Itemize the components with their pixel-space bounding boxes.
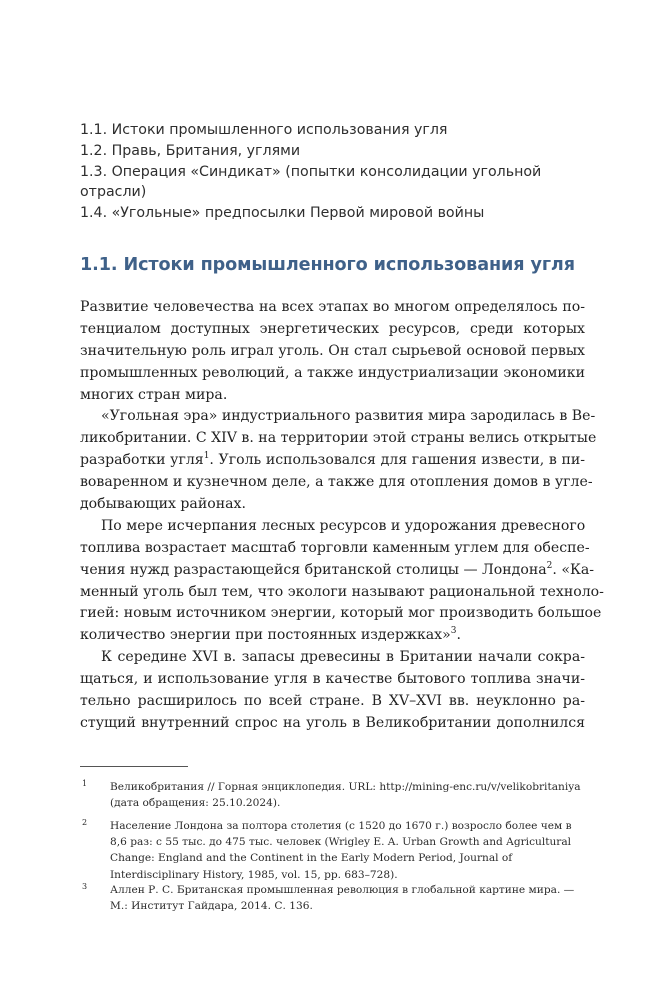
text-segment: значительную роль играл уголь. Он стал сырьевой основой первых	[80, 342, 585, 359]
footnote-number: 1	[82, 779, 88, 788]
text-line	[80, 691, 585, 713]
text-segment: тенциалом доступных энергетических ресурсов, среди которых	[80, 320, 585, 337]
text-segment: промышленных революций, а также индустриализации экономики	[80, 364, 585, 381]
text-line	[80, 713, 585, 735]
text-segment: По мере исчерпания лесных ресурсов и удорожания древесного	[101, 517, 586, 534]
toc-item: 1.2. Правь, Британия, углями	[80, 142, 301, 159]
text-line	[80, 297, 585, 319]
text-segment: .	[456, 627, 461, 644]
text-line	[80, 582, 604, 604]
footnote-number: 3	[82, 882, 88, 891]
text-segment: разработки угля	[80, 452, 204, 469]
body-text	[80, 297, 604, 735]
section-heading: 1.1. Истоки промышленного использования угля	[80, 255, 575, 275]
text-line	[80, 428, 597, 450]
toc-item: отрасли)	[80, 184, 147, 201]
text-line	[80, 625, 585, 647]
text-segment: многих стран мира.	[80, 386, 228, 403]
toc-item: 1.3. Операция «Синдикат» (попытки консолидации угольной	[80, 163, 542, 180]
footnote	[80, 779, 588, 811]
text-line	[80, 516, 585, 538]
footnote-reference[interactable]: 2	[546, 560, 553, 571]
text-segment: воваренном и кузнечном деле, а также для отопления домов в угле-	[80, 474, 593, 491]
text-segment: менный уголь был тем, что экологи называют рациональной техноло-	[80, 583, 604, 600]
text-segment: К середине XVI в. запасы древесины в Британии начали сокра-	[101, 649, 585, 666]
text-line	[80, 669, 585, 691]
text-line	[80, 560, 595, 582]
footnote-reference[interactable]: 3	[450, 626, 457, 637]
footnote-text: Аллен Р. С. Британская промышленная революция в глобальной картине мира. — М.: Институт Гайдара, 2014. С. 136.	[110, 884, 575, 913]
text-line	[80, 341, 585, 363]
text-segment: «Угольная эра» индустриального развития мира зародилась в Ве-	[101, 408, 596, 425]
text-segment: . Уголь использовался для гашения извести, в пи-	[209, 452, 585, 469]
footnote-number: 2	[82, 818, 88, 827]
text-line	[80, 363, 585, 385]
toc-item: 1.4. «Угольные» предпосылки Первой мировой войны	[80, 205, 485, 222]
footnote	[80, 818, 588, 883]
footnote-text: Великобритания // Горная энциклопедия. URL: http://mining-enc.ru/v/velikobritaniya (дата обращения: 25.10.2024).	[110, 781, 581, 810]
footnote	[80, 882, 588, 914]
text-segment: количество энергии при постоянных издержках»	[80, 627, 451, 644]
footnote-text: Население Лондона за полтора столетия (с 1520 до 1670 г.) возросло более чем в 8,6 раз: с 55 тыс. до 475 тыс. человек (Wrigley E. A. Urban Growth and Agricultural Change: England and the Continent in the Early Modern Period, Journal of Interdisciplinary History, 1985, vol. 15, pp. 683–728).	[110, 820, 572, 881]
text-line	[80, 603, 602, 625]
text-segment: гией: новым источником энергии, который мог производить большое	[80, 605, 602, 622]
text-line	[80, 472, 593, 494]
text-line	[80, 450, 585, 472]
text-line	[80, 406, 596, 428]
table-of-contents	[80, 120, 600, 224]
text-line	[80, 385, 585, 407]
text-segment: чения нужд разрастающейся британской столицы — Лондона	[80, 561, 547, 578]
text-segment: топлива возрастает масштаб торговли каменным углем для обеспе-	[80, 539, 590, 556]
text-line	[80, 319, 585, 341]
footnote-divider	[80, 766, 188, 767]
text-segment: стущий внутренний спрос на уголь в Великобритании дополнился	[80, 714, 585, 731]
text-segment: добывающих районах.	[80, 496, 246, 513]
text-segment: . «Ка-	[552, 561, 595, 578]
text-line	[80, 647, 585, 669]
text-line	[80, 538, 590, 560]
text-segment: Развитие человечества на всех этапах во многом определялось по-	[80, 299, 585, 315]
footnote-reference[interactable]: 1	[203, 451, 210, 462]
text-segment: щаться, и использование угля в качестве бытового топлива значи-	[80, 671, 585, 688]
text-segment: тельно расширилось по всей стране. В XV–XVI вв. неуклонно ра-	[80, 693, 585, 710]
text-line	[80, 494, 585, 516]
text-segment: ликобритании. С XIV в. на территории этой страны велись открытые	[80, 430, 597, 447]
toc-item: 1.1. Истоки промышленного использования угля	[80, 122, 448, 138]
